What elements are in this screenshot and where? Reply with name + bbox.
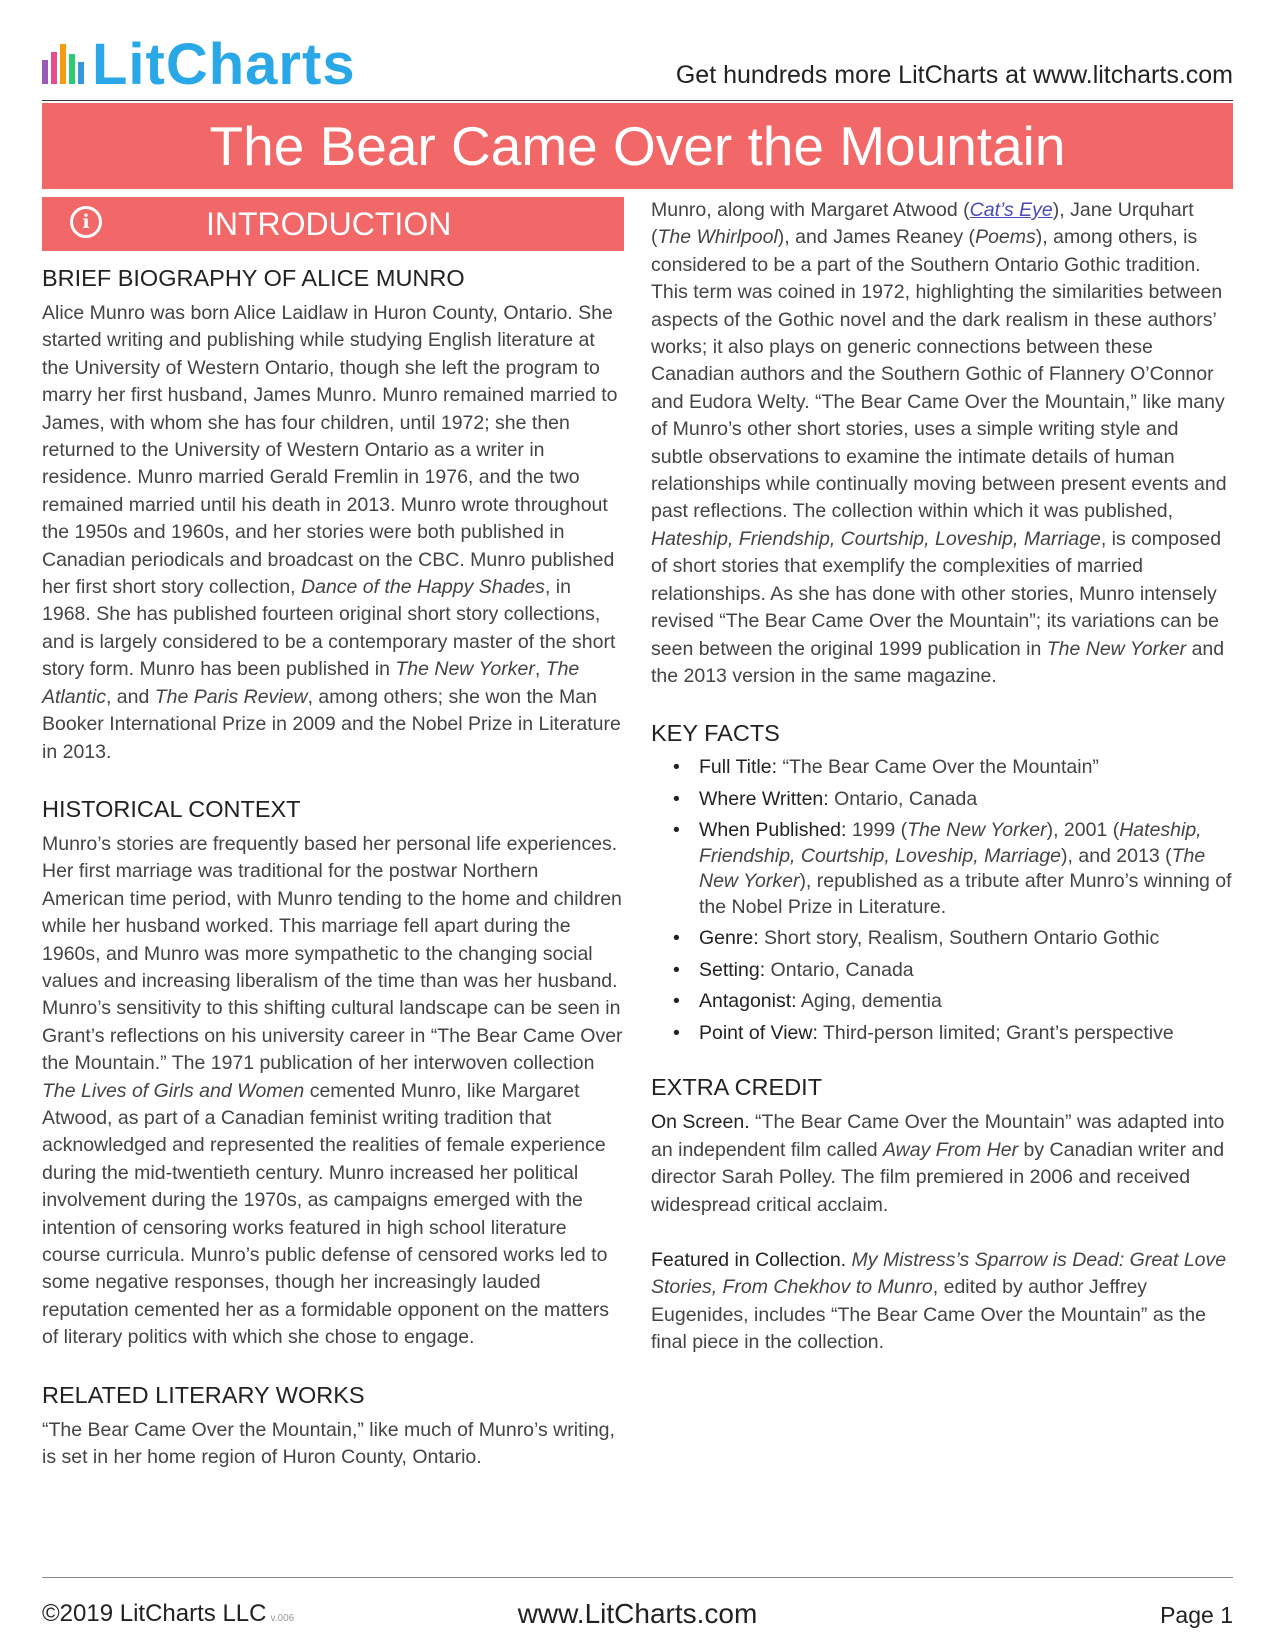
cats-eye-link[interactable]: Cat’s Eye xyxy=(969,199,1053,221)
related-heading: RELATED LITERARY WORKS xyxy=(42,1381,365,1408)
litcharts-logo[interactable] xyxy=(42,34,356,96)
footer-site-link[interactable]: www.LitCharts.com xyxy=(517,1598,758,1629)
fact-antagonist: • Antagonist: Aging, dementia xyxy=(651,989,1233,1015)
extra-credit-heading: EXTRA CREDIT xyxy=(651,1074,823,1101)
related-text-part1: “The Bear Came Over the Mountain,” like much of Munro’s writing, is set in her home region of Huron County, Ontario. xyxy=(42,1418,615,1469)
logo-text: LitCharts xyxy=(92,32,356,97)
footer-divider xyxy=(42,1577,1233,1578)
biography-text: Alice Munro was born Alice Laidlaw in Huron County, Ontario. She started writing and publishing while studying English literature at the University of Western Ontario, though she left the program to marry her first husband, James Munro. Munro remained married to James, with whom she has four children, until 1972; she then returned to the University of Western Ontario as a writer in residence. Munro married Gerald Fremlin in 1976, and the two remained married until his death in 2013. Munro wrote throughout the 1950s and 1960s, and her stories were both published in Canadian periodicals and broadcast on the CBC. Munro published her first short story collection, Dance of the Happy Shades, in 1968. She has published fourteen original short story collections, and is largely considered to be a contemporary master of the short story form. Munro has been published in The New Yorker, The Atlantic, and The Paris Review, among others; she won the Man Booker International Prize in 2009 and the Nobel Prize in Literature in 2013. xyxy=(42,302,621,763)
fact-point-of-view: • Point of View: Third-person limited; Grant’s perspective xyxy=(651,1021,1233,1047)
extra-credit-featured: Featured in Collection. My Mistress’s Sparrow is Dead: Great Love Stories, From Chekhov to Munro, edited by author Jeffrey Eugenides, includes “The Bear Came Over the Mountain” as the final piece in the collection. xyxy=(651,1248,1227,1354)
fact-where-written: • Where Written: Ontario, Canada xyxy=(651,787,1233,813)
related-text-part2: Munro, along with Margaret Atwood (Cat’s Eye), Jane Urquhart (The Whirlpool), and James Reaney (Poems), among others, is considered to be a part of the Southern Ontario Gothic tradition. This term was coined in 1972, highlighting the similarities between aspects of the Gothic novel and the dark realism in these authors’ works; it also plays on generic connections between these Canadian authors and the Southern Gothic of Flannery O’Connor and Eudora Welty. “The Bear Came Over the Mountain,” like many of Munro’s other short stories, uses a simple writing style and subtle observations to examine the intimate details of human relationships while continually moving between present events and past reflections. The collection within which it was published, Hateship, Friendship, Courtship, Loveship, Marriage, is composed of short stories that exemplify the complexities of married relationships. As she has done with other stories, Munro intensely revised “The Bear Came Over the Mountain”; its variations can be seen between the original 1999 publication in The New Yorker and the 2013 version in the same magazine. xyxy=(651,199,1227,687)
bar-chart-icon xyxy=(42,44,84,84)
fact-genre: • Genre: Short story, Realism, Southern Ontario Gothic xyxy=(651,926,1233,952)
intro-label: INTRODUCTION xyxy=(206,206,452,242)
historical-heading: HISTORICAL CONTEXT xyxy=(42,795,301,822)
fact-setting: • Setting: Ontario, Canada xyxy=(651,958,1233,984)
header-tagline: Get hundreds more LitCharts at www.litcharts.com xyxy=(675,61,1233,89)
right-column xyxy=(651,197,1233,1385)
biography-heading: BRIEF BIOGRAPHY OF ALICE MUNRO xyxy=(42,265,465,291)
page-header xyxy=(42,30,1233,101)
info-icon: i xyxy=(70,206,102,238)
extra-credit-on-screen: On Screen. “The Bear Came Over the Mountain” was adapted into an independent film called Away From Her by Canadian writer and director Sarah Polley. The film premiered in 2006 and received widespread critical acclaim. xyxy=(651,1111,1225,1216)
historical-text: Munro’s stories are frequently based her personal life experiences. Her first marriage was traditional for the postwar Northern American time period, with Munro tending to the home and children while her husband worked. This marriage fell apart during the 1960s, and Munro was more sympathetic to the changing social values and increasing liberalism of the time than was her husband. Munro’s sensitivity to this shifting cultural landscape can be seen in Grant’s reflections on his university career in “The Bear Came Over the Mountain.” The 1971 publication of her interwoven collection The Lives of Girls and Women cemented Munro, like Margaret Atwood, as part of a Canadian feminist writing tradition that acknowledged and represented the realities of female experience during the mid-twentieth century. Munro increased her political involvement during the 1970s, as campaigns emerged with the intention of censoring works featured in high school literature course curricula. Munro’s public defense of censored works led to some negative responses, though her increasingly lauded reputation cemented her as a formidable opponent on the matters of literary politics with which she chose to engage. xyxy=(42,832,623,1349)
intro-section-bar xyxy=(42,197,624,251)
fact-when-published: • When Published: 1999 (The New Yorker), 2001 (Hateship, Friendship, Courtship, Loveship, Marriage), and 2013 (The New Yorker), republished as a tribute after Munro’s winning of the Nobel Prize in Literature. xyxy=(651,818,1233,920)
footer-copyright: ©2019 LitCharts LLC v.006 xyxy=(42,1600,295,1627)
key-facts-list xyxy=(651,755,1233,1046)
version-label: v.006 xyxy=(270,1613,295,1624)
document-title: The Bear Came Over the Mountain xyxy=(209,115,1066,177)
left-column xyxy=(42,197,624,1471)
page-number: Page 1 xyxy=(1160,1602,1233,1628)
fact-full-title: • Full Title: “The Bear Came Over the Mountain” xyxy=(651,755,1233,781)
key-facts-heading: KEY FACTS xyxy=(651,720,780,747)
title-banner xyxy=(42,103,1233,189)
